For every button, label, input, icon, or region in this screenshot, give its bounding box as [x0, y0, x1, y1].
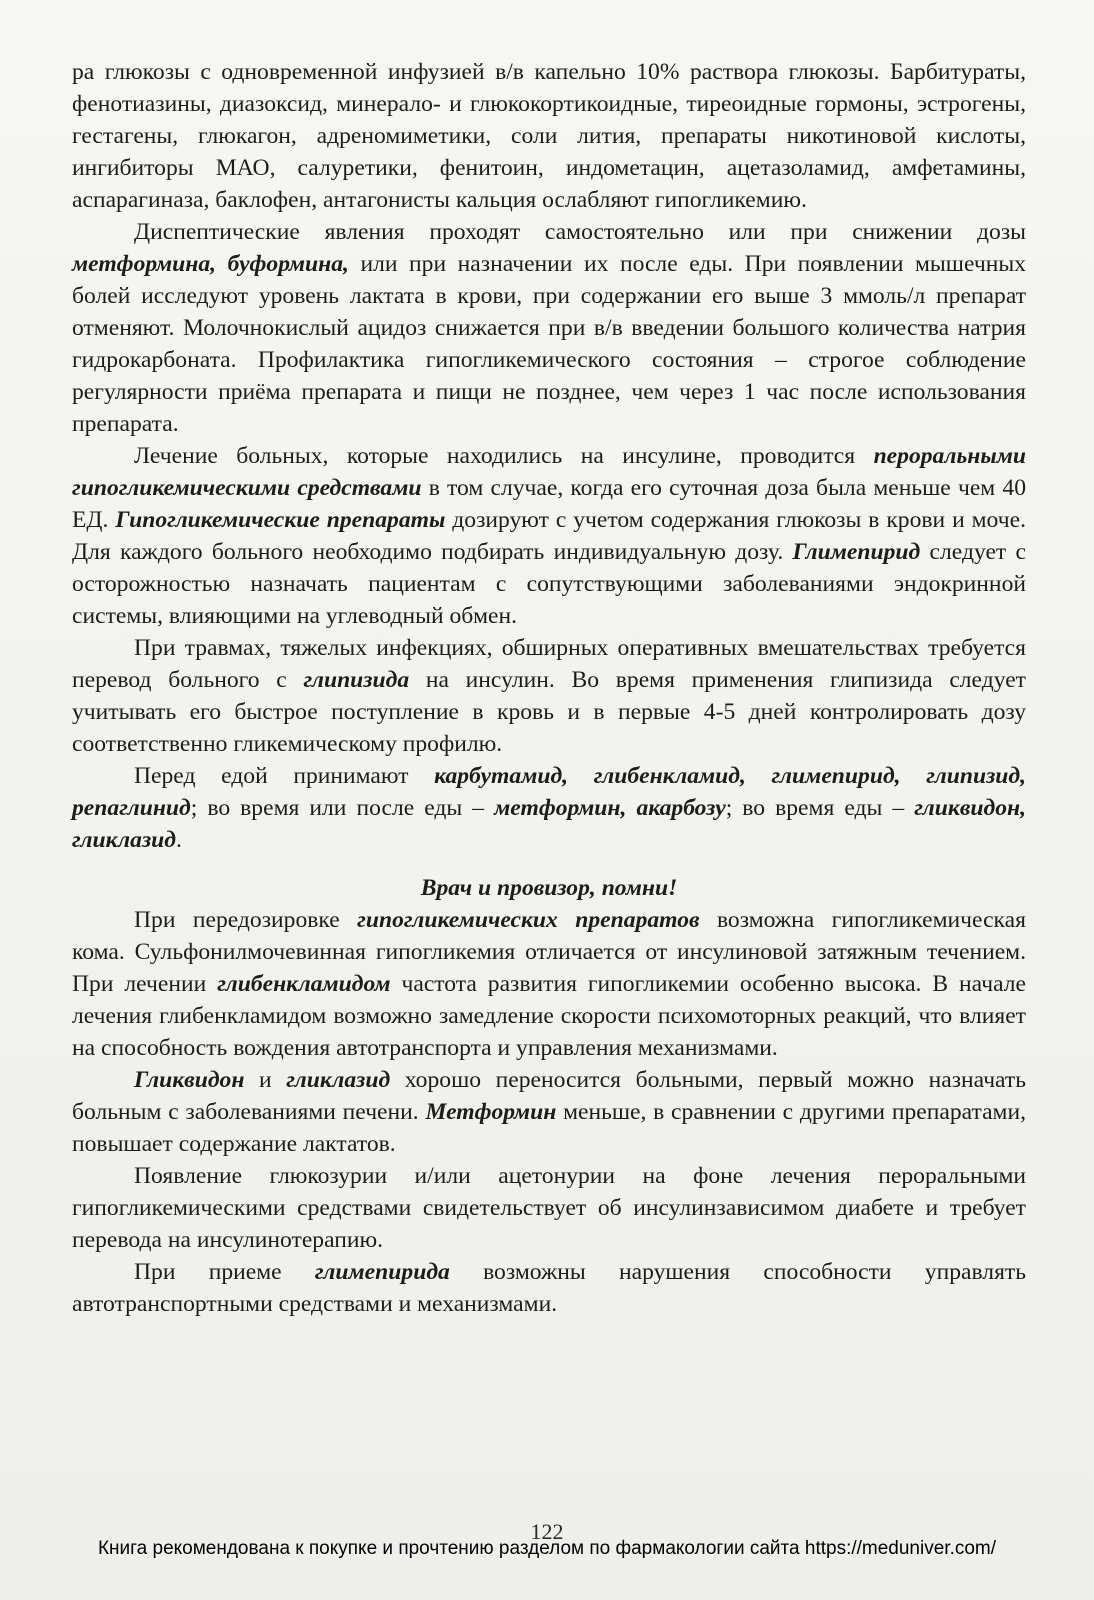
footer-note: Книга рекомендована к покупке и прочтению разделом по фармакологии сайта https://meduniver.com/ [97, 1538, 997, 1559]
drug-name-emphasis: Гипогликемические препараты [115, 507, 446, 533]
drug-name-emphasis: гликвидон, гликлазид [72, 795, 1026, 853]
paragraph: Диспептические явления проходят самостоятельно или при снижении дозы метформина, буформина, или при назначении их после еды. При появлении мышечных болей исследуют уровень лактата в крови, при содержании его выше 3 ммоль/л препарат отменяют. Молочнокислый ацидоз снижается при в/в введении большого количества натрия гидрокарбоната. Профилактика гипогликемического состояния – строгое соблюдение регулярности приёма препарата и пищи не позднее, чем через 1 час после использования препарата. [72, 219, 1026, 437]
drug-name-emphasis: Гликвидон [134, 1067, 245, 1093]
paragraph: Гликвидон и гликлазид хорошо переносится больными, первый можно назначать больным с заболеваниями печени. Метформин меньше, в сравнении с другими препаратами, повышает содержание лактатов. [72, 1067, 1027, 1157]
paragraph: При травмах, тяжелых инфекциях, обширных оперативных вмешательствах требуется перевод больного с глипизида на инсулин. Во время применения глипизида следует учитывать его быстрое поступление в кровь и в первые 4-5 дней контролировать дозу соответственно гликемическому профилю. [72, 635, 1026, 757]
paragraph: ра глюкозы с одновременной инфузией в/в капельно 10% раствора глюкозы. Барбитураты, фенотиазины, диазоксид, минерало- и глюкокортикоидные, тиреоидные гормоны, эстрогены, гестагены, глюкагон, адреномиметики, соли лития, препараты никотиновой кислоты, ингибиторы МАО, салуретики, фенитоин, индометацин, ацетазоламид, амфетамины, аспарагиназа, баклофен, антагонисты кальция ослабляют гипогликемию. [72, 59, 1026, 213]
drug-name-emphasis: гипогликемических препаратов [357, 907, 700, 933]
paragraph: Появление глюкозурии и/или ацетонурии на фоне лечения пероральными гипогликемическими средствами свидетельствует об инсулинзависимом диабете и требует перевода на инсулинотерапию. [72, 1163, 1026, 1253]
page-number: 122 [530, 1519, 564, 1544]
drug-name-emphasis: пероральными гипогликемическими средствами [72, 443, 1026, 501]
drug-name-emphasis: метформин, акарбозу [494, 795, 726, 821]
section-heading: Врач и провизор, помни! [420, 875, 678, 901]
drug-name-emphasis: метформина, буформина, [72, 251, 349, 277]
drug-name-emphasis: гликлазид [286, 1067, 391, 1093]
drug-name-emphasis: карбутамид, глибенкламид, глимепирид, глипизид, репаглинид [72, 763, 1026, 821]
paragraph: Перед едой принимают карбутамид, глибенкламид, глимепирид, глипизид, репаглинид; во время или после еды – метформин, акарбозу; во время еды – гликвидон, гликлазид. [72, 763, 1026, 853]
body-text [72, 56, 1026, 1320]
drug-name-emphasis: глимепирида [314, 1259, 450, 1285]
paragraph: При приеме глимепирида возможны нарушения способности управлять автотранспортными средствами и механизмами. [72, 1259, 1027, 1317]
paragraph: Лечение больных, которые находились на инсулине, проводится пероральными гипогликемическими средствами в том случае, когда его суточная доза была меньше чем 40 ЕД. Гипогликемические препараты дозируют с учетом содержания глюкозы в крови и моче. Для каждого больного необходимо подбирать индивидуальную дозу. Глимепирид следует с осторожностью назначать пациентам с сопутствующими заболеваниями эндокринной системы, влияющими на углеводный обмен. [72, 443, 1026, 629]
drug-name-emphasis: глипизида [303, 667, 410, 693]
drug-name-emphasis: глибенкламидом [217, 971, 391, 997]
paragraph: При передозировке гипогликемических препаратов возможна гипогликемическая кома. Сульфонилмочевинная гипогликемия отличается от инсулиновой затяжным течением. При лечении глибенкламидом частота развития гипогликемии особенно высока. В начале лечения глибенкламидом возможно замедление скорости психомоторных реакций, что влияет на способность вождения автотранспорта и управления механизмами. [72, 907, 1026, 1061]
drug-name-emphasis: Глимепирид [792, 539, 921, 565]
drug-name-emphasis: Метформин [425, 1099, 557, 1125]
